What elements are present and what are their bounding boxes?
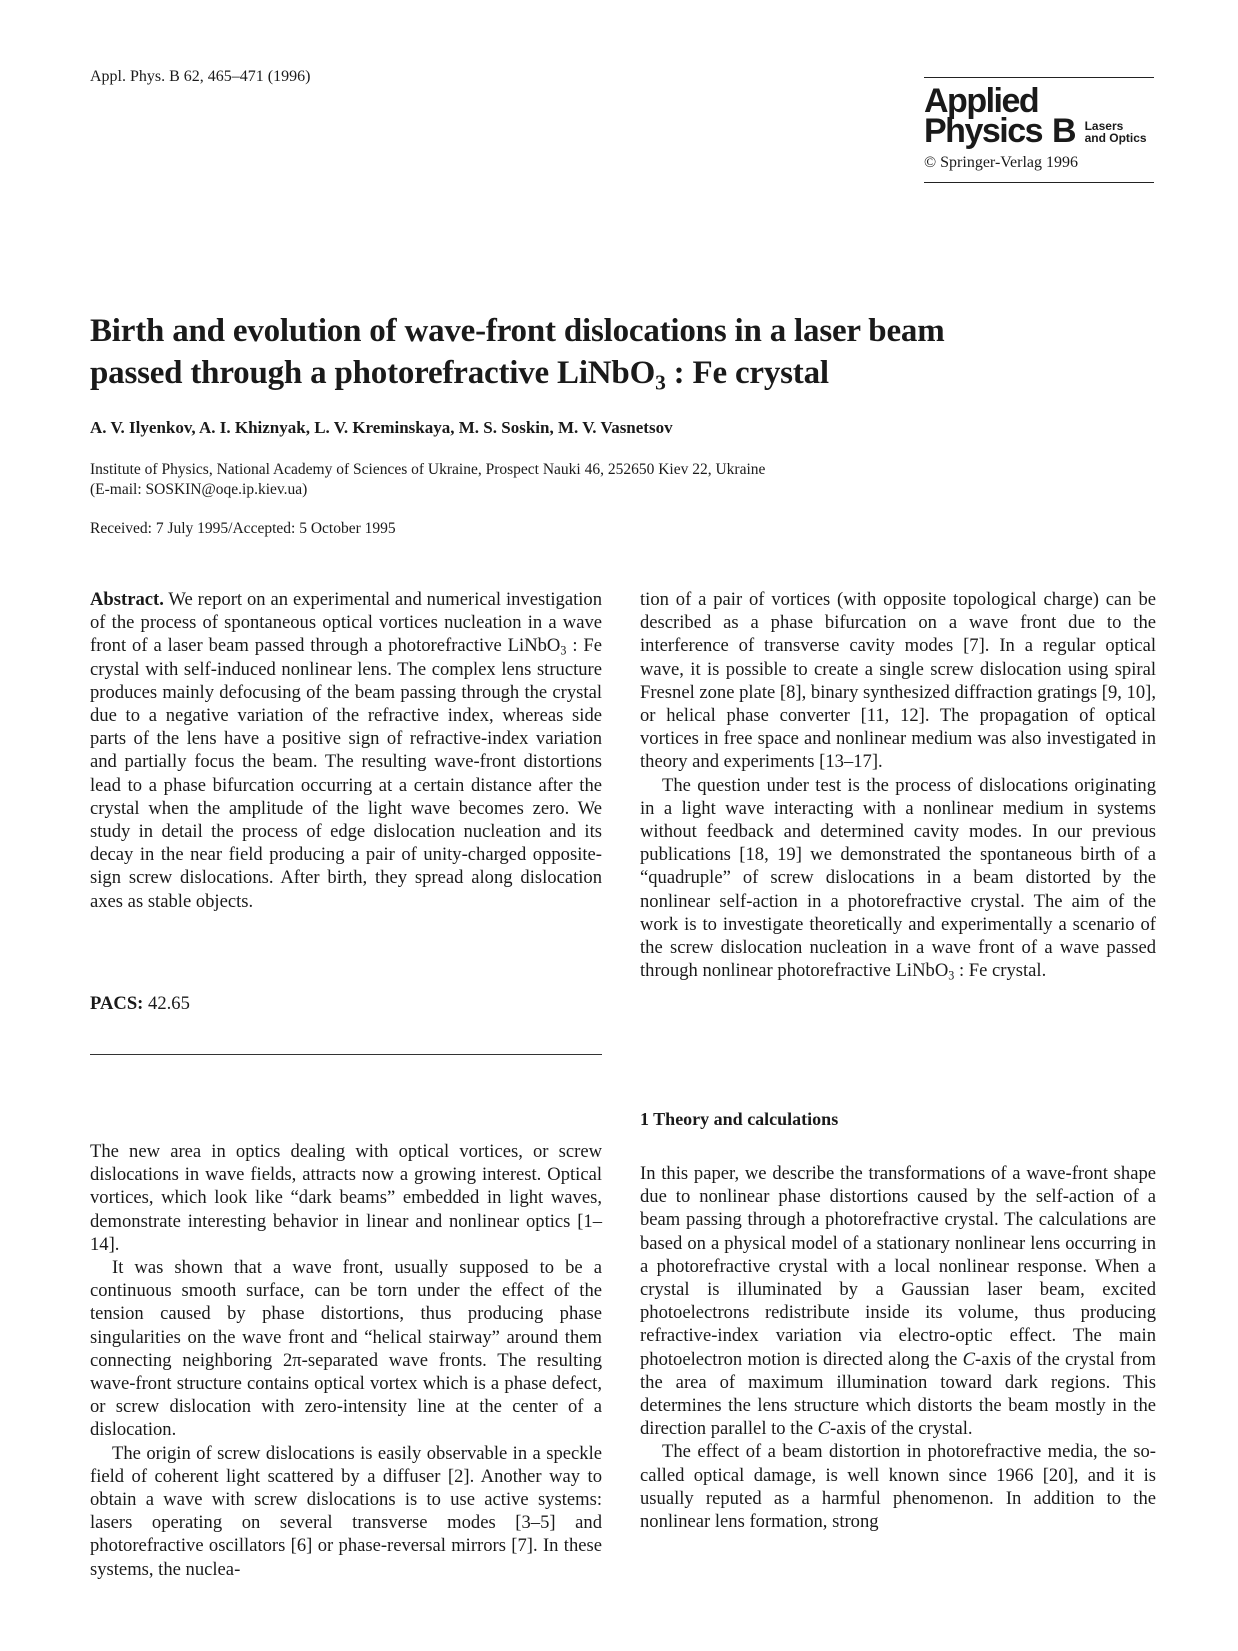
abstract-label: Abstract. bbox=[90, 589, 164, 610]
abstract-text-b: : Fe crystal with self-induced nonlinear lens. The complex lens structure produces mainly defocusing of the beam passing through the crystal due to a negative variation of the refractive index, whereas side parts of the lens have a positive sign of refractive-index variation and partially focus the beam. The resulting wave-front distortions lead to a phase bifurcation occurring at a certain distance after the crystal when the amplitude of the light wave becomes zero. We study in detail the process of edge dislocation nucleation and its decay in the near field producing a pair of unity-charged opposite-sign screw dislocations. After birth, they spread along dislocation axes as stable objects. bbox=[90, 635, 603, 912]
right-column-top bbox=[640, 588, 1156, 982]
title-line-2-text: passed through a photorefractive LiNbO bbox=[90, 355, 656, 391]
title-line-2 bbox=[90, 352, 1150, 394]
authors: A. V. Ilyenkov, A. I. Khiznyak, L. V. Kreminskaya, M. S. Soskin, M. V. Vasnetsov bbox=[90, 418, 673, 437]
c-axis-symbol: C bbox=[817, 1418, 831, 1440]
section-1-body bbox=[640, 1162, 1156, 1533]
section-paragraph: The effect of a beam distortion in photorefractive media, the so-called optical damage, is well known since 1966 [20], and it is usually reputed as a harmful phenomenon. In addition to the nonlinear lens formation, strong bbox=[640, 1441, 1156, 1533]
introduction bbox=[90, 1140, 602, 1581]
body-paragraph bbox=[640, 774, 1156, 983]
journal-citation: Appl. Phys. B 62, 465–471 (1996) bbox=[90, 68, 311, 85]
abstract-subscript: 3 bbox=[560, 644, 567, 659]
title-line-2-end: : Fe crystal bbox=[665, 355, 829, 391]
intro-paragraph: It was shown that a wave front, usually supposed to be a continuous smooth surface, can be torn under the effect of the tension caused by phase distortions, thus producing phase singularities on the wave front and “helical stairway” around them connecting neighboring 2π-separated wave fronts. The resulting wave-front structure contains optical vortex which is a phase defect, or screw dislocation with zero-intensity line at the center of a dislocation. bbox=[90, 1257, 602, 1441]
affiliation: Institute of Physics, National Academy of Sciences of Ukraine, Prospect Nauki 46, 252650 Kiev 22, Ukraine bbox=[90, 461, 766, 478]
logo-rule-bottom bbox=[924, 182, 1154, 183]
body-paragraph-end: : Fe crystal. bbox=[954, 960, 1047, 982]
journal-subtitle-line2: and Optics bbox=[1084, 131, 1147, 145]
intro-paragraph: The origin of screw dislocations is easily observable in a speckle field of coherent light scattered by a diffuser [2]. Another way to obtain a wave with screw dislocations is to use active systems: lasers operating on several transverse modes [3–5] and photorefractive oscillators [6] or phase-reversal mirrors [7]. In these systems, the nuclea- bbox=[90, 1442, 602, 1580]
pacs bbox=[90, 993, 190, 1015]
journal-logo bbox=[924, 77, 1154, 183]
section-text-a: In this paper, we describe the transformations of a wave-front shape due to nonlinear phase distortions caused by the self-action of a beam passing through a photorefractive crystal. The calculations are based on a physical model of a stationary nonlinear lens occurring in a photorefractive crystal with a local nonlinear response. When a crystal is illuminated by a Gaussian laser beam, excited photoelectrons redistribute inside its volume, thus producing refractive-index variation via electro-optic effect. The main photoelectron motion is directed along the bbox=[640, 1163, 1156, 1370]
intro-paragraph: The new area in optics dealing with optical vortices, or screw dislocations in wave fields, attracts now a growing interest. Optical vortices, which look like “dark beams” embedded in light waves, demonstrate interesting behavior in linear and nonlinear optics [1–14]. bbox=[90, 1141, 602, 1255]
journal-name-physics: Physics bbox=[924, 112, 1043, 150]
pacs-label: PACS: bbox=[90, 993, 144, 1014]
section-text-c: -axis of the crystal. bbox=[830, 1418, 973, 1440]
journal-name-line2 bbox=[924, 112, 1154, 150]
received-dates: Received: 7 July 1995/Accepted: 5 October 1995 bbox=[90, 520, 396, 537]
body-subscript: 3 bbox=[948, 968, 955, 983]
journal-subtitle-line1: Lasers bbox=[1084, 119, 1124, 133]
section-text-b: -axis of the crystal from the area of maximum illumination toward dark regions. This determines the lens structure which distorts the beam mostly in the direction parallel to the bbox=[640, 1348, 1156, 1440]
journal-section-letter: B bbox=[1052, 112, 1077, 150]
body-paragraph: tion of a pair of vortices (with opposite topological charge) can be described as a phase bifurcation on a wave front due to the interference of transverse cavity modes [7]. In a regular optical wave, it is possible to create a single screw dislocation using spiral Fresnel zone plate [8], binary synthesized diffraction gratings [9, 10], or helical phase converter [11, 12]. The propagation of optical vortices in free space and nonlinear medium was also investigated in theory and experiments [13–17]. bbox=[640, 589, 1156, 773]
affiliation-block bbox=[90, 460, 1170, 500]
c-axis-symbol: C bbox=[962, 1348, 976, 1370]
section-heading: 1 Theory and calculations bbox=[640, 1109, 839, 1129]
abstract-text-a: We report on an experimental and numerical investigation of the process of spontaneous optical vortices nucleation in a wave front of a laser beam passed through a photorefractive LiNbO bbox=[90, 589, 602, 657]
section-paragraph bbox=[640, 1162, 1156, 1440]
title-subscript: 3 bbox=[655, 370, 666, 395]
abstract-separator bbox=[90, 1054, 602, 1055]
pacs-value: 42.65 bbox=[143, 993, 190, 1014]
paper-title bbox=[90, 310, 1150, 394]
journal-subtitle bbox=[1085, 120, 1147, 144]
journal-name-line1: Applied bbox=[924, 82, 1039, 120]
copyright: © Springer-Verlag 1996 bbox=[924, 154, 1079, 171]
body-paragraph-text: The question under test is the process of dislocations originating in a light wave interacting with a nonlinear medium in systems without feedback and determined cavity modes. In our previous publications [18, 19] we demonstrated the spontaneous birth of a “quadruple” of screw dislocations in a beam distorted by the nonlinear self-action in a photorefractive crystal. The aim of the work is to investigate theoretically and experimentally a scenario of the screw dislocation nucleation in a wave front of a wave passed through nonlinear photorefractive LiNbO bbox=[640, 774, 1156, 982]
logo-rule-top bbox=[924, 77, 1154, 78]
email: (E-mail: SOSKIN@oqe.ip.kiev.ua) bbox=[90, 481, 308, 498]
title-line-1: Birth and evolution of wave-front dislocations in a laser beam bbox=[90, 313, 945, 349]
abstract bbox=[90, 588, 602, 913]
